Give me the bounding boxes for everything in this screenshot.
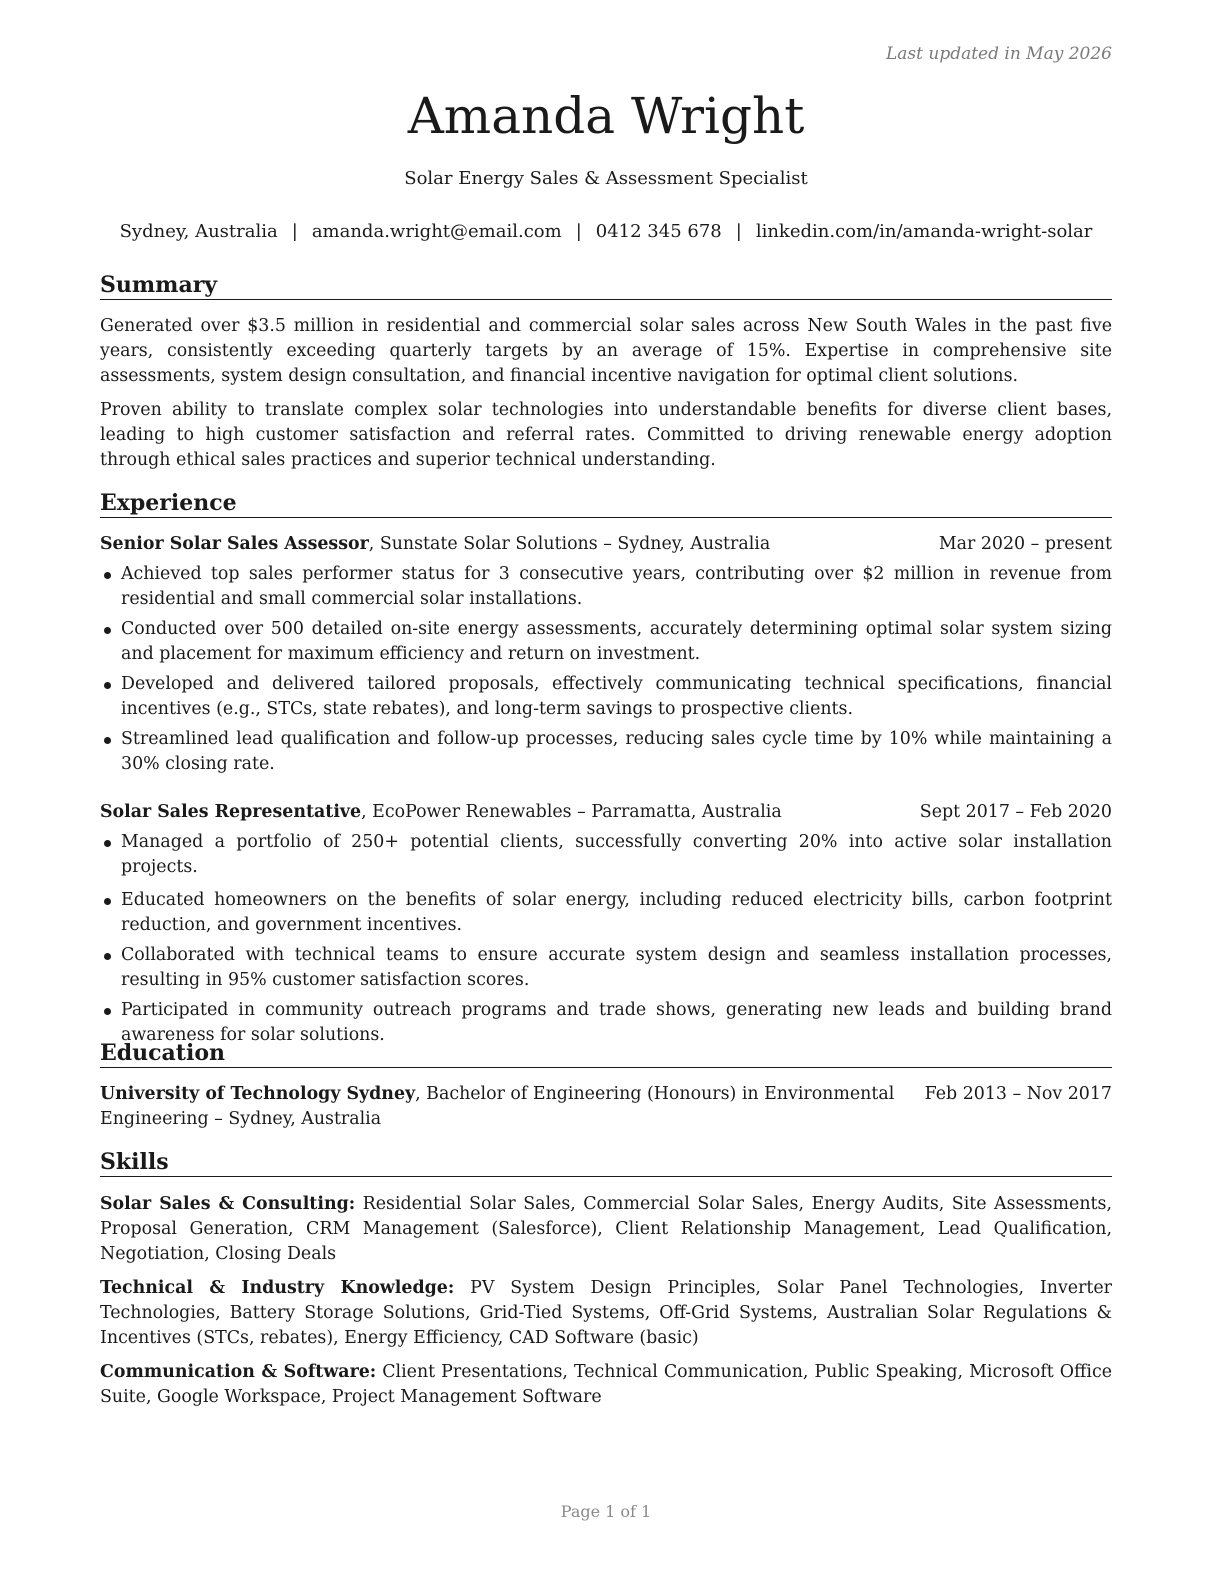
job-dates: Sept 2017 – Feb 2020 xyxy=(919,802,1112,822)
skill-group-text: Client Presentations, Technical Communication, Public Speaking, Microsoft Office Suite, Google Workspace, Project Management Software xyxy=(100,1362,1113,1407)
job-bullet: Streamlined lead qualification and follow-up processes, reducing sales cycle time by 10% while maintaining a 30% closing rate. xyxy=(100,727,1112,777)
summary-paragraph: Generated over $3.5 million in residential and commercial solar sales across New South Wales in the past five years, consistently exceeding quarterly targets by an average of 15%. Expertise in comprehensive site assessments, system design consultation, and financial incentive navigation for optimal client solutions. xyxy=(100,316,1112,386)
skill-group-text: PV System Design Principles, Solar Panel Technologies, Inverter Technologies, Battery Storage Solutions, Grid-Tied Systems, Off-Grid Systems, Australian Solar Regulations & Incentives (STCs, rebates), Energy Efficiency, CAD Software (basic) xyxy=(100,1278,1112,1348)
contact-separator: | xyxy=(735,221,742,242)
job-bullets xyxy=(100,562,1112,782)
skill-group xyxy=(100,1276,1112,1351)
skill-group-text: Residential Solar Sales, Commercial Solar Sales, Energy Audits, Site Assessments, Proposal Generation, CRM Management (Salesforce), Client Relationship Management, Lead Qualification, Negotiation, Closing Deals xyxy=(100,1194,1112,1264)
job-company: , EcoPower Renewables – Parramatta, Australia xyxy=(361,802,782,822)
education-detail: , Bachelor of Engineering (Honours) in Environmental Engineering – Sydney, Australia xyxy=(100,1084,895,1129)
page-number: Page 1 of 1 xyxy=(560,1502,652,1521)
resume-page xyxy=(100,0,1112,1584)
education-school: University of Technology Sydney xyxy=(100,1084,416,1104)
skill-group-label: Solar Sales & Consulting: xyxy=(100,1194,356,1214)
section-title-experience: Experience xyxy=(100,490,1112,518)
job-bullets xyxy=(100,830,1112,1053)
contact-email[interactable]: amanda.wright@email.com xyxy=(311,221,562,242)
candidate-name: Amanda Wright xyxy=(407,87,805,145)
job-header xyxy=(100,532,1112,557)
section-title-skills: Skills xyxy=(100,1149,1112,1177)
skill-group-label: Communication & Software: xyxy=(100,1362,377,1382)
job-dates: Mar 2020 – present xyxy=(938,534,1112,554)
job-bullet: Educated homeowners on the benefits of solar energy, including reduced electricity bills, carbon footprint reduction, and government incentives. xyxy=(100,888,1112,938)
skill-group xyxy=(100,1360,1112,1410)
last-updated: Last updated in May 2026 xyxy=(885,44,1112,64)
contact-location: Sydney, Australia xyxy=(119,221,278,242)
job-role: Solar Sales Representative xyxy=(100,802,362,822)
contact-separator: | xyxy=(575,221,582,242)
education-text xyxy=(100,1082,900,1132)
contact-line xyxy=(70,220,1142,244)
contact-linkedin[interactable]: linkedin.com/in/amanda-wright-solar xyxy=(755,221,1093,242)
summary-paragraph: Proven ability to translate complex solar technologies into understandable benefits for diverse client bases, leading to high customer satisfaction and referral rates. Committed to driving renewable energy adoption through ethical sales practices and superior technical understanding. xyxy=(100,400,1112,470)
section-title-summary: Summary xyxy=(100,272,1112,300)
skill-group-label: Technical & Industry Knowledge: xyxy=(100,1278,455,1298)
job-bullet: Achieved top sales performer status for 3 consecutive years, contributing over $2 million in revenue from residential and small commercial solar installations. xyxy=(100,562,1112,612)
education-dates: Feb 2013 – Nov 2017 xyxy=(924,1084,1112,1104)
job-company: , Sunstate Solar Solutions – Sydney, Australia xyxy=(368,534,771,554)
job-bullet: Conducted over 500 detailed on-site energy assessments, accurately determining optimal solar system sizing and placement for maximum efficiency and return on investment. xyxy=(100,617,1112,667)
job-role: Senior Solar Sales Assessor xyxy=(100,534,369,554)
education-entry xyxy=(100,1082,1112,1132)
contact-separator: | xyxy=(291,221,298,242)
job-bullet: Managed a portfolio of 250+ potential clients, successfully converting 20% into active solar installation projects. xyxy=(100,830,1112,880)
job-bullet: Participated in community outreach programs and trade shows, generating new leads and building brand awareness for solar solutions. xyxy=(100,998,1112,1048)
skill-group xyxy=(100,1192,1112,1267)
contact-phone[interactable]: 0412 345 678 xyxy=(595,221,722,242)
candidate-headline: Solar Energy Sales & Assessment Specialist xyxy=(404,168,808,189)
section-title-education: Education xyxy=(100,1040,1112,1068)
job-header xyxy=(100,800,1112,825)
job-bullet: Developed and delivered tailored proposals, effectively communicating technical specifications, financial incentives (e.g., STCs, state rebates), and long-term savings to prospective clients. xyxy=(100,672,1112,722)
job-bullet: Collaborated with technical teams to ensure accurate system design and seamless installation processes, resulting in 95% customer satisfaction scores. xyxy=(100,943,1112,993)
